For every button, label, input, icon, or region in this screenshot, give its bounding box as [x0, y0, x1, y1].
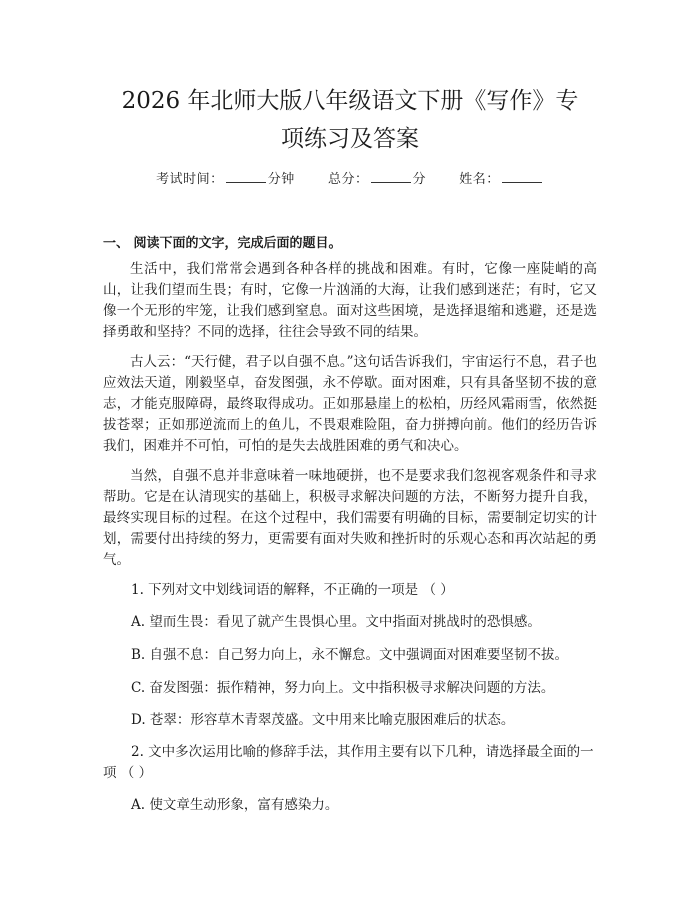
question-1-option: B. 自强不息：自己努力向上，永不懈怠。文中强调面对困难要坚韧不拔。 [131, 647, 569, 663]
time-blank[interactable] [226, 170, 266, 183]
passage-paragraph: 古人云：“天行健，君子以自强不息。”这句话告诉我们，宇宙运行不息，君子也应效法天道，刚毅坚卓，奋发图强，永不停歇。面对困难，只有具备坚韧不拔的意志，才能克服障碍，最终取得成功。正如那悬崖上的松柏，历经风霜雨雪，依然挺拔苍翠；正如那逆流而上的鱼儿，不畏艰难险阻，奋力拼搏向前。他们的经历告诉我们，困难并不可怕，可怕的是失去战胜困难的勇气和决心。 [103, 354, 597, 454]
question-1-option: D. 苍翠：形容草木青翠茂盛。文中用来比喻克服困难后的状态。 [131, 712, 515, 728]
question-2-option: A. 使文章生动形象，富有感染力。 [131, 797, 339, 813]
question-2-stem: 2. 文中多次运用比喻的修辞手法，其作用主要有以下几种，请选择最全面的一项 （ ） [103, 744, 594, 781]
name-label: 姓名： [459, 172, 500, 187]
passage-paragraph: 当然，自强不息并非意味着一味地硬拼，也不是要求我们忽视客观条件和寻求帮助。它是在认清现实的基础上，积极寻求解决问题的方法，不断努力提升自我，最终实现目标的过程。在这个过程中，我们需要有明确的目标，需要制定切实的计划，需要付出持续的努力，更需要有面对失败和挫折时的乐观心态和再次站起的勇气。 [103, 468, 597, 568]
passage-paragraph: 生活中，我们常常会遇到各种各样的挑战和困难。有时，它像一座陡峭的高山，让我们望而生畏；有时，它像一片汹涌的大海，让我们感到迷茫；有时，它又像一个无形的牢笼，让我们感到窒息。面对这些困境，是选择退缩和逃避，还是选择勇敢和坚持？不同的选择，往往会导致不同的结果。 [103, 261, 597, 340]
name-blank[interactable] [502, 170, 542, 183]
question-1-option: A. 望而生畏：看见了就产生畏惧心里。文中指面对挑战时的恐惧感。 [131, 614, 541, 630]
score-unit: 分 [412, 172, 427, 187]
time-unit: 分钟 [267, 172, 295, 187]
section-heading: 一、 阅读下面的文字，完成后面的题目。 [103, 236, 342, 251]
document-title [60, 82, 640, 158]
exam-meta [0, 168, 700, 187]
question-1-stem: 1. 下列对文中划线词语的解释，不正确的一项是 （ ） [131, 582, 454, 598]
title-line-1: 2026 年北师大版八年级语文下册《写作》专 [121, 88, 579, 114]
time-label: 考试时间： [156, 172, 224, 187]
question-1-option: C. 奋发图强：振作精神，努力向上。文中指积极寻求解决问题的方法。 [131, 680, 555, 696]
title-line-2: 项练习及答案 [281, 126, 419, 152]
score-blank[interactable] [371, 170, 411, 183]
score-label: 总分： [327, 172, 369, 187]
